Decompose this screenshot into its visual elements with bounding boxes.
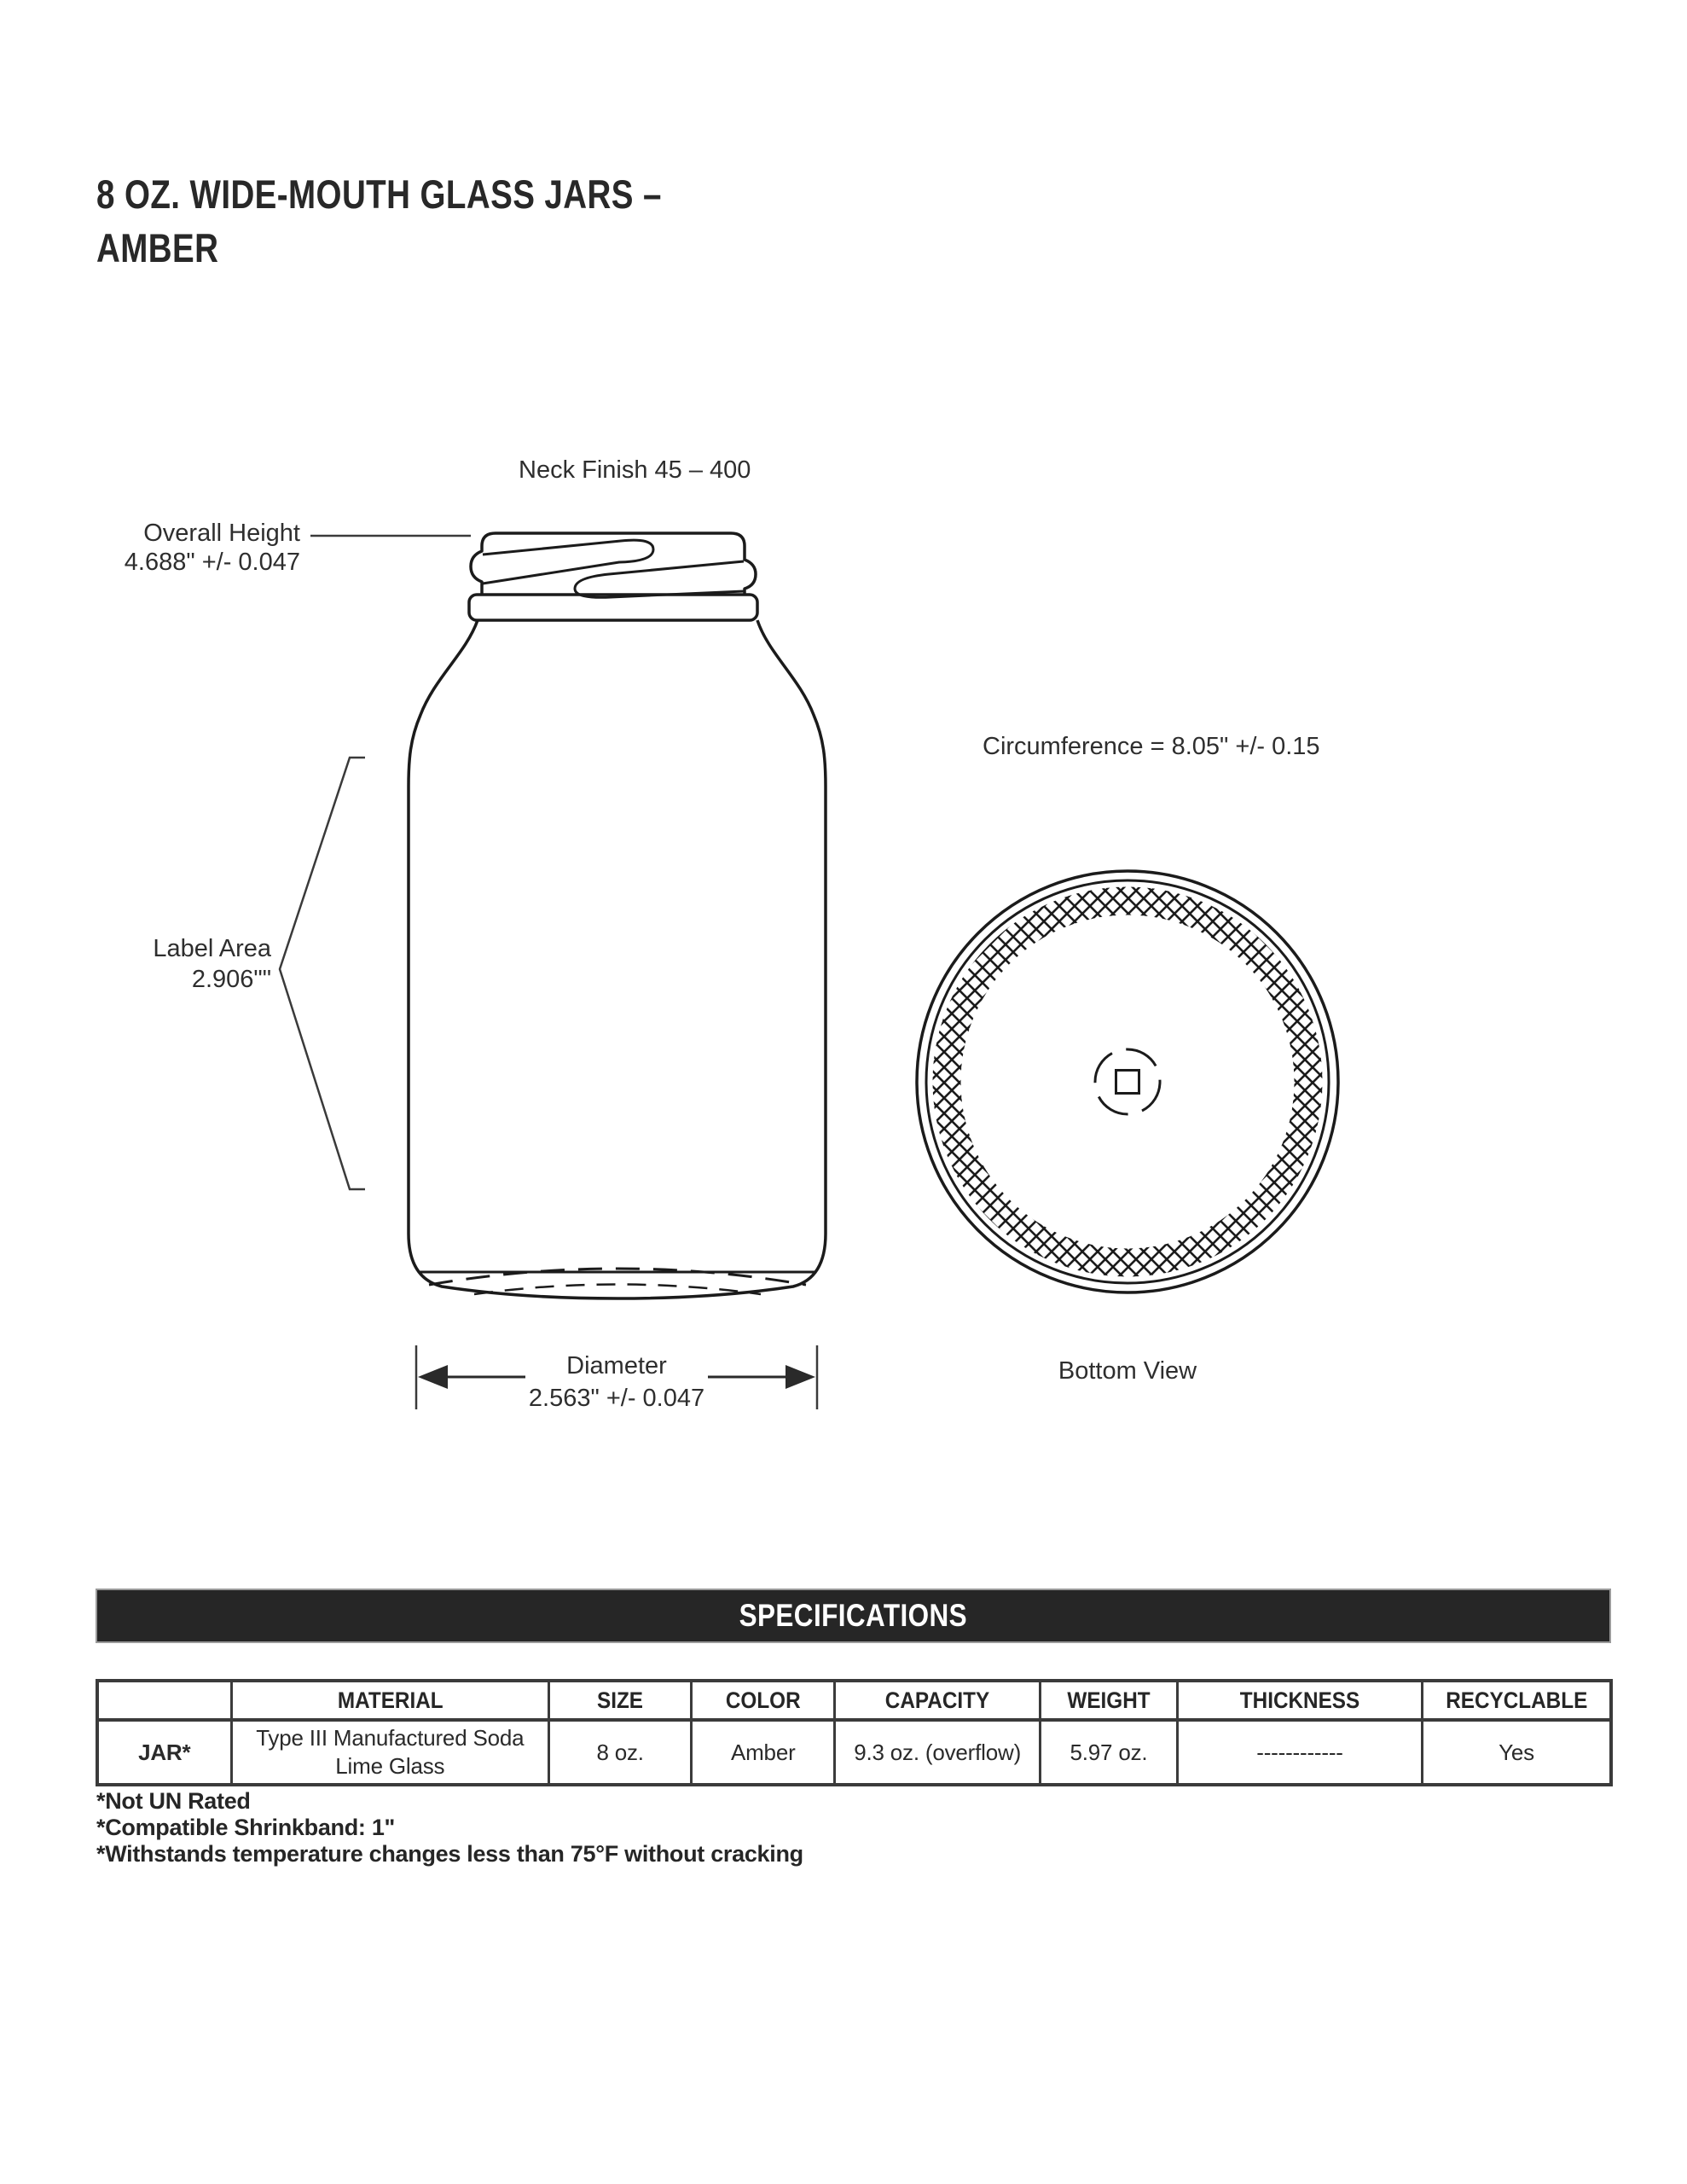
diameter-value: 2.563" +/- 0.047 [528,1385,705,1412]
diameter-label: Diameter [566,1352,667,1380]
jar-thread-lower [575,561,744,597]
overall-height-title: Overall Height [143,520,300,547]
specifications-banner-text: SPECIFICATIONS [739,1598,968,1633]
cell-thickness: ------------ [1178,1720,1423,1785]
overall-height-value: 4.688" +/- 0.047 [124,549,300,576]
header-blank [97,1681,231,1720]
neck-finish-label: Neck Finish 45 – 400 [519,456,751,484]
jar-collar [469,595,757,620]
label-area-bracket [280,758,365,1189]
bottom-view-center-dashed-circle [1095,1049,1160,1114]
cell-material: Type III Manufactured Soda Lime Glass [231,1720,549,1785]
cell-size: 8 oz. [549,1720,692,1785]
circumference-label: Circumference = 8.05" +/- 0.15 [983,733,1320,760]
diameter-arrowhead-right [786,1365,815,1389]
header-material: MATERIAL [231,1681,549,1720]
jar-base-dashed-arc-inner [474,1285,761,1295]
jar-thread-upper [483,540,653,584]
label-area-title: Label Area [153,935,271,962]
label-area-label [101,933,271,995]
bottom-view-knurl-ring [947,901,1308,1263]
overall-height-label [102,519,300,577]
footnotes [96,1788,803,1867]
footnote-not-un-rated: *Not UN Rated [96,1788,251,1814]
header-color: COLOR [692,1681,835,1720]
page-title-line2: AMBER [96,225,219,270]
footnote-shrinkband: *Compatible Shrinkband: 1" [96,1815,396,1840]
header-weight: WEIGHT [1040,1681,1177,1720]
table-header-row [97,1681,1611,1720]
bottom-view-center-square [1116,1071,1139,1094]
cell-row-label: JAR* [97,1720,231,1785]
header-capacity: CAPACITY [835,1681,1041,1720]
header-recyclable: RECYCLABLE [1422,1681,1611,1720]
cell-color: Amber [692,1720,835,1785]
footnote-temperature: *Withstands temperature changes less than 75°F without cracking [96,1841,803,1867]
specifications-banner [96,1589,1611,1643]
table-row-jar [97,1720,1611,1785]
cell-weight: 5.97 oz. [1040,1720,1177,1785]
cell-capacity: 9.3 oz. (overflow) [835,1720,1041,1785]
specifications-table [96,1679,1613,1786]
bottom-view-outer-circle [917,871,1338,1292]
jar-body-outline [409,620,826,1298]
page-title-line1: 8 OZ. WIDE-MOUTH GLASS JARS – [96,171,662,217]
cell-recyclable: Yes [1422,1720,1611,1785]
bottom-view-inner-circle [926,880,1329,1283]
bottom-view-label: Bottom View [1058,1357,1197,1385]
header-size: SIZE [549,1681,692,1720]
diameter-arrowhead-left [418,1365,448,1389]
header-thickness: THICKNESS [1178,1681,1423,1720]
label-area-value: 2.906"" [191,966,271,993]
